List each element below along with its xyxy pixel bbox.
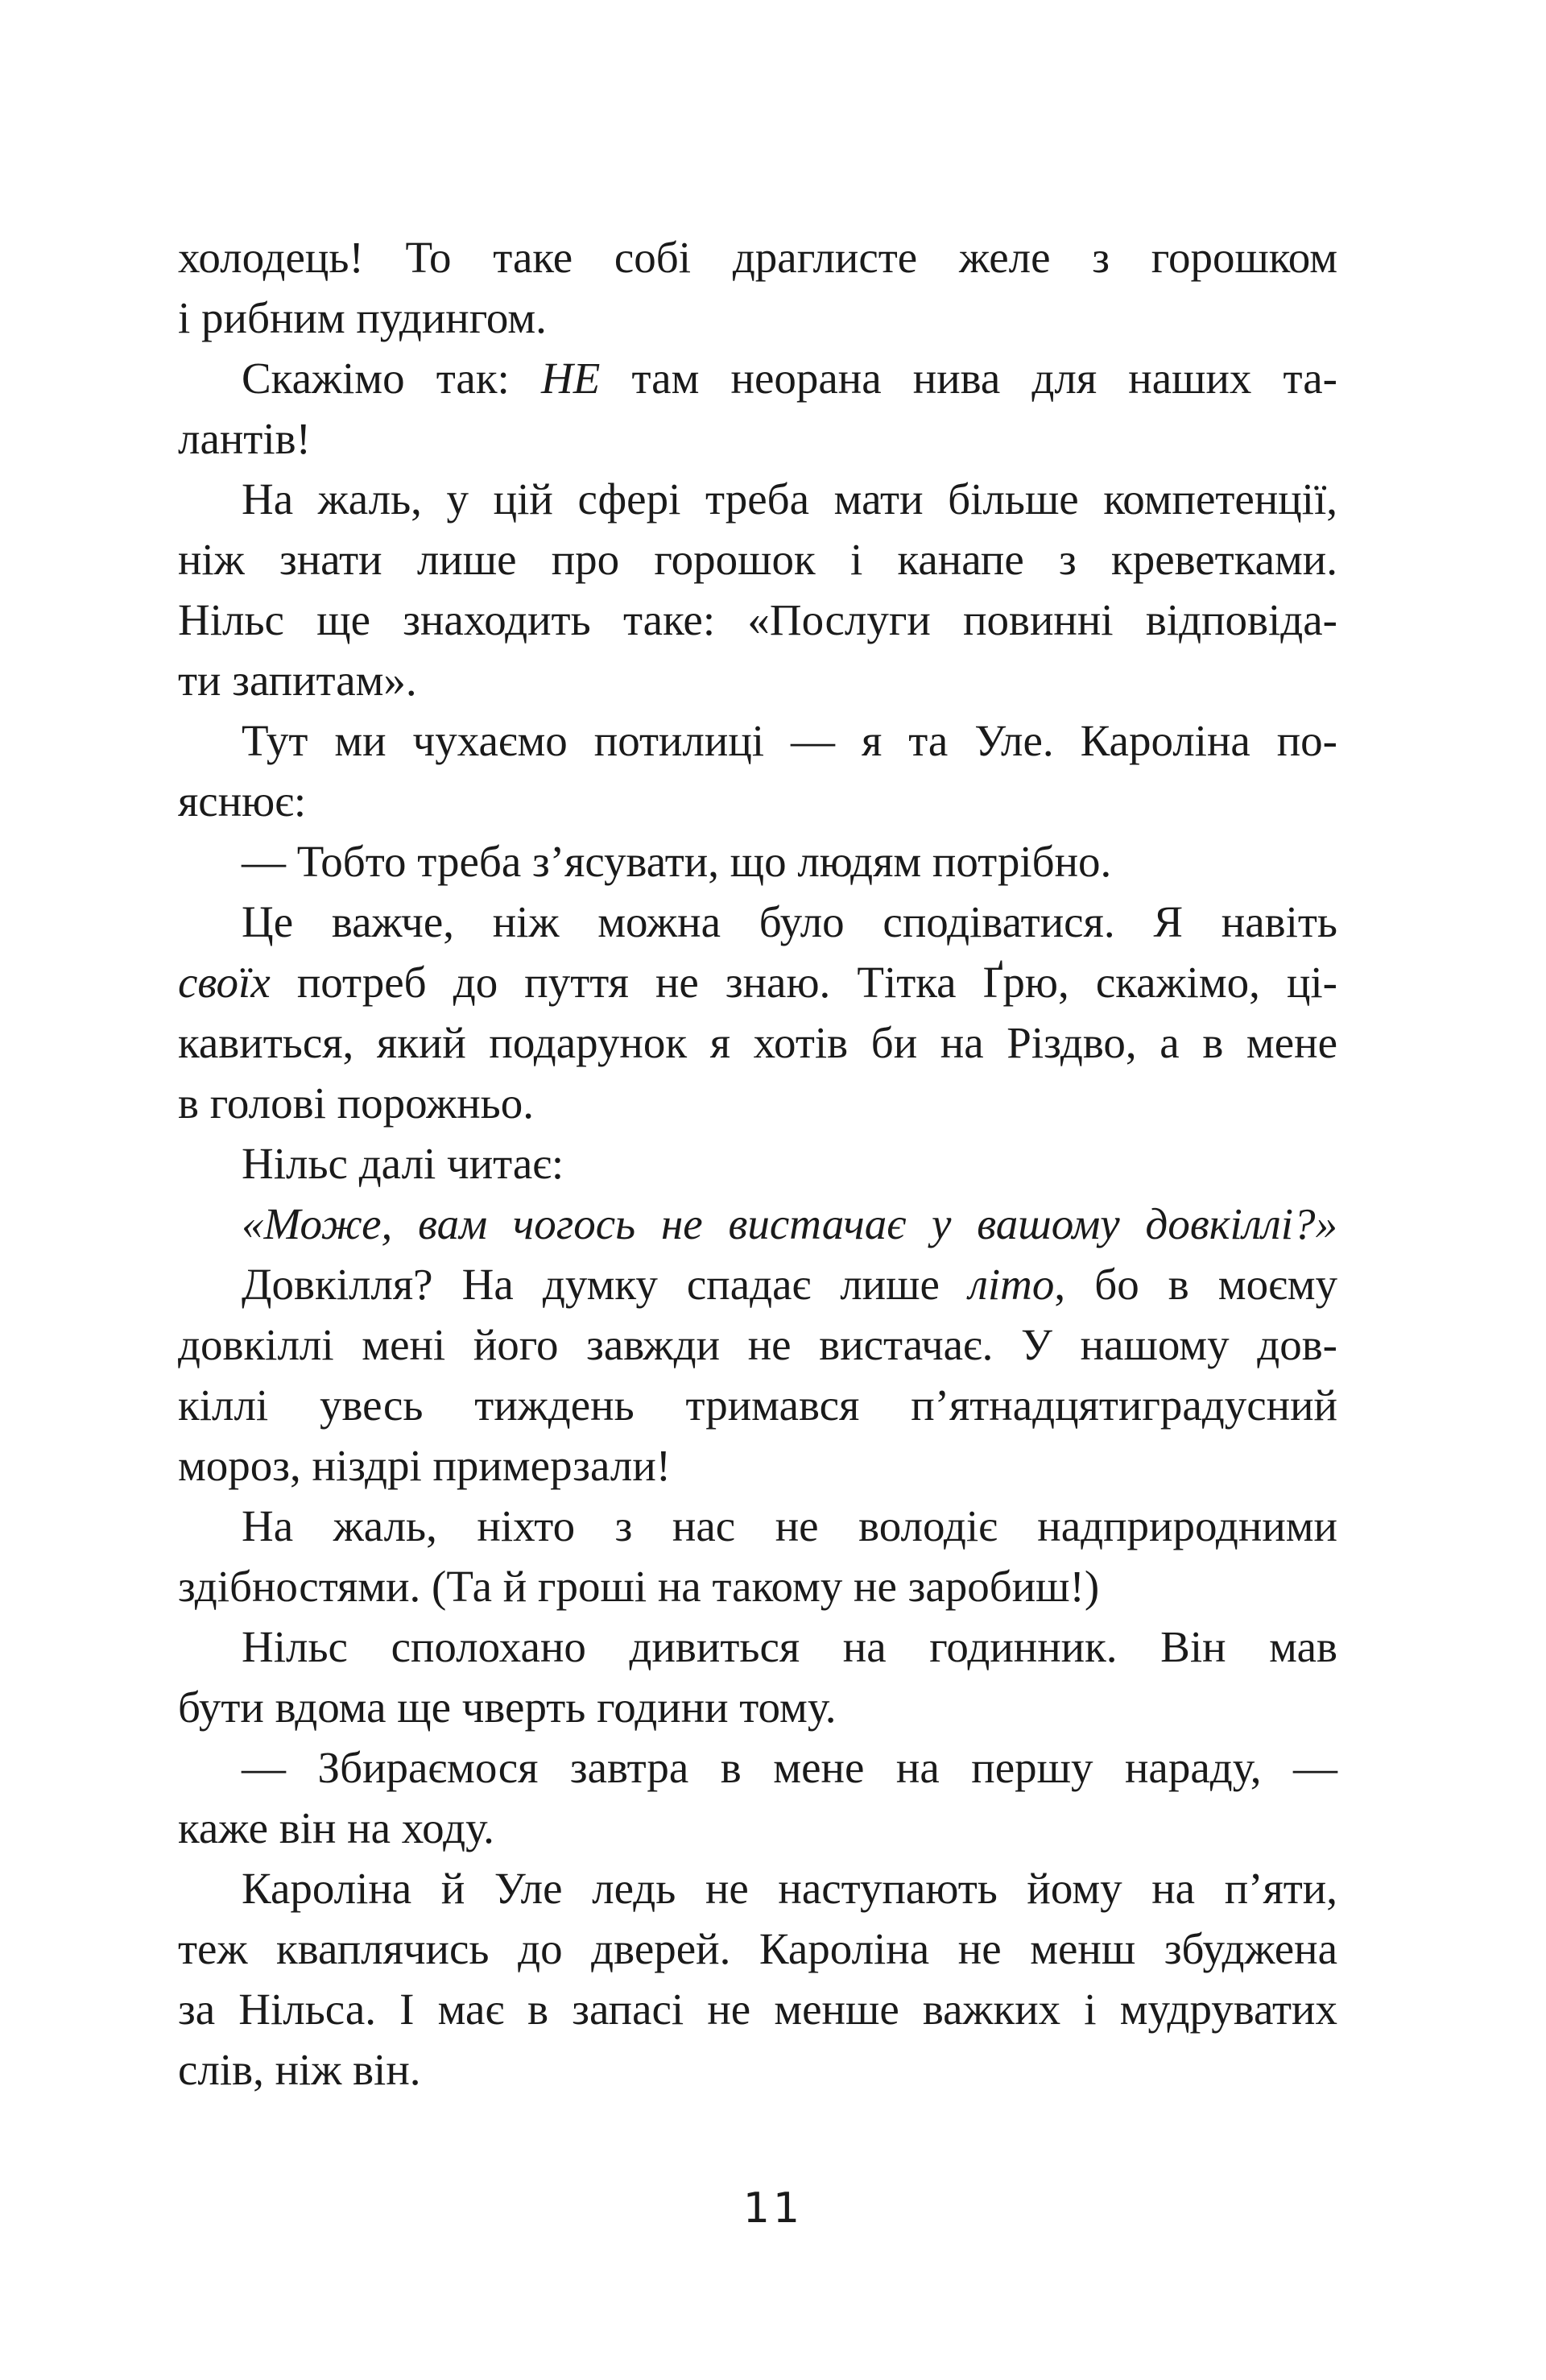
- text-line: [178, 288, 1337, 348]
- text-line: [178, 469, 1337, 529]
- text-segment: Нільс далі читає:: [242, 1139, 564, 1188]
- text-segment: там неорана нива для наших та-: [600, 354, 1337, 403]
- text-segment: Нільс сполохано дивиться на годинник. Він мав: [242, 1622, 1337, 1671]
- italic-text: своїх: [178, 958, 271, 1007]
- text-segment: слів, ніж він.: [178, 2045, 421, 2094]
- text-segment: , бо в моєму: [1054, 1260, 1337, 1309]
- text-segment: в голові порожньо.: [178, 1078, 534, 1128]
- text-segment: лантів!: [178, 414, 311, 463]
- text-line: [178, 1375, 1337, 1435]
- text-segment: мороз, ніздрі примерзали!: [178, 1441, 672, 1490]
- text-line: [178, 1556, 1337, 1616]
- text-segment: Тут ми чухаємо потилиці — я та Уле. Кароліна по-: [242, 716, 1337, 765]
- text-segment: холодець! То таке собі драглисте желе з горошком: [178, 233, 1337, 282]
- text-segment: Це важче, ніж можна було сподіватися. Я навіть: [242, 897, 1337, 946]
- text-line: [178, 1314, 1337, 1375]
- text-line: [178, 952, 1337, 1012]
- text-segment: На жаль, у цій сфері треба мати більше компетенції,: [242, 474, 1337, 524]
- text-segment: — Збираємося завтра в мене на першу нараду, —: [242, 1743, 1337, 1792]
- text-segment: кіллі увесь тиждень тримався п’ятнадцятиградусний: [178, 1380, 1337, 1430]
- text-line: [178, 1979, 1337, 2039]
- text-segment: і рибним пудингом.: [178, 293, 547, 342]
- text-line: [178, 590, 1337, 650]
- text-line: [178, 650, 1337, 710]
- italic-text: «Може, вам чогось не вистачає у вашому довкіллі?»: [242, 1199, 1337, 1248]
- text-segment: Скажімо так:: [242, 354, 541, 403]
- text-segment: Нільс ще знаходить таке: «Послуги повинні відповіда-: [178, 595, 1337, 644]
- text-segment: каже він на ходу.: [178, 1803, 494, 1852]
- text-line: [178, 1798, 1337, 1858]
- text-segment: — Тобто треба з’ясувати, що людям потрібно.: [242, 837, 1112, 886]
- text-line: [178, 1012, 1337, 1073]
- text-line: [178, 1073, 1337, 1133]
- text-segment: здібностями. (Та й гроші на такому не заробиш!): [178, 1562, 1100, 1611]
- body-text: [178, 227, 1337, 2100]
- text-line: [178, 1858, 1337, 1918]
- text-line: [178, 1194, 1337, 1254]
- text-line: [178, 892, 1337, 952]
- text-segment: бути вдома ще чверть години тому.: [178, 1683, 837, 1732]
- text-line: [178, 1737, 1337, 1798]
- text-line: [178, 831, 1337, 892]
- text-segment: яснює:: [178, 776, 307, 826]
- page-number: 11: [742, 2184, 804, 2233]
- text-segment: ніж знати лише про горошок і канапе з креветками.: [178, 535, 1337, 584]
- text-line: [178, 2039, 1337, 2100]
- text-segment: теж кваплячись до дверей. Кароліна не менш збуджена: [178, 1924, 1337, 1973]
- text-line: [178, 1616, 1337, 1677]
- text-segment: потреб до пуття не знаю. Тітка Ґрю, скажімо, ці-: [270, 958, 1337, 1007]
- text-line: [178, 348, 1337, 408]
- text-line: [178, 771, 1337, 831]
- text-line: [178, 1918, 1337, 1979]
- text-line: [178, 1496, 1337, 1556]
- text-segment: довкіллі мені його завжди не вистачає. У нашому дов-: [178, 1320, 1337, 1369]
- text-segment: На жаль, ніхто з нас не володіє надприродними: [242, 1501, 1337, 1550]
- text-line: [178, 227, 1337, 288]
- text-segment: за Нільса. І має в запасі не менше важких і мудруватих: [178, 1985, 1337, 2034]
- text-segment: Довкілля? На думку спадає лише: [242, 1260, 969, 1309]
- text-segment: ти запитам».: [178, 656, 417, 705]
- text-line: [178, 1435, 1337, 1496]
- text-segment: Кароліна й Уле ледь не наступають йому на п’яти,: [242, 1864, 1337, 1913]
- italic-text: літо: [968, 1260, 1055, 1309]
- text-line: [178, 1133, 1337, 1194]
- text-line: [178, 710, 1337, 771]
- text-line: [178, 529, 1337, 590]
- text-line: [178, 1677, 1337, 1737]
- text-line: [178, 408, 1337, 469]
- text-segment: кавиться, який подарунок я хотів би на Різдво, а в мене: [178, 1018, 1337, 1067]
- text-line: [178, 1254, 1337, 1314]
- italic-text: НЕ: [540, 354, 601, 403]
